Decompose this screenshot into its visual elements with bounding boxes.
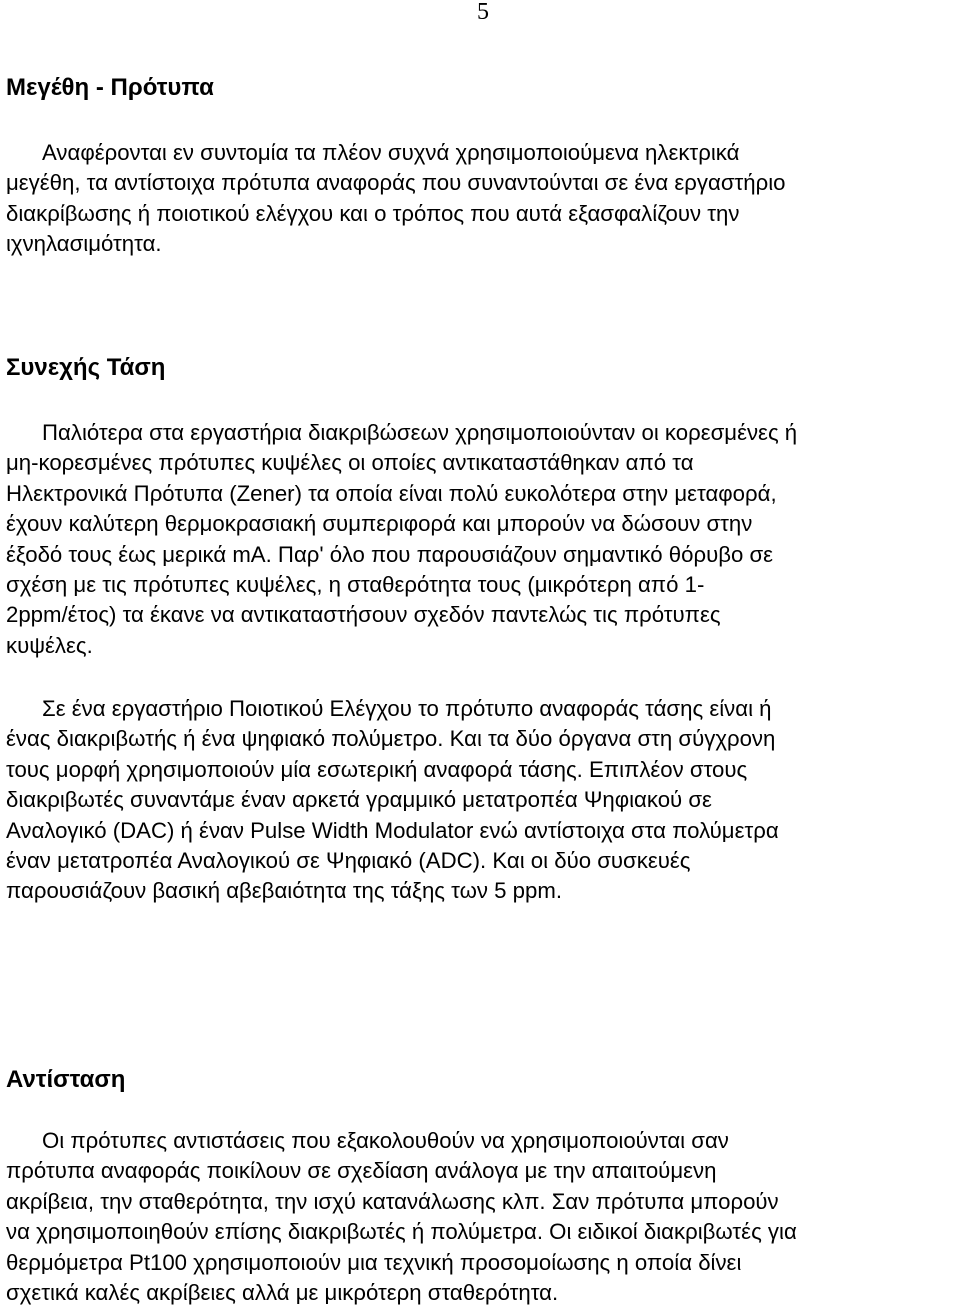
paragraph-line: μεγέθη, τα αντίστοιχα πρότυπα αναφοράς που συναντούνται σε ένα εργαστήριο [6,170,786,196]
paragraph-line: σχετικά καλές ακρίβειες αλλά με μικρότερη σταθερότητα. [6,1280,559,1306]
paragraph-line: Ηλεκτρονικά Πρότυπα (Zener) τα οποία είναι πολύ ευκολότερα στην μεταφορά, [6,480,777,506]
paragraph-line: ένας διακριβωτής ή ένα ψηφιακό πολύμετρο. Και τα δύο όργανα στη σύγχρονη [6,726,776,752]
paragraph-line: πρότυπα αναφοράς ποικίλουν σε σχεδίαση ανάλογα με την απαιτούμενη [6,1158,717,1184]
paragraph-line: θερμόμετρα Pt100 χρησιμοποιούν μια τεχνική προσομοίωσης η οποία δίνει [6,1249,742,1275]
paragraph-line: Αναφέρονται εν συντομία τα πλέον συχνά χρησιμοποιούμενα ηλεκτρικά [42,140,740,165]
section-heading-dc-voltage: Συνεχής Τάση [6,354,166,381]
section-heading-resistance: Αντίσταση [6,1066,126,1093]
paragraph [6,1126,960,1308]
paragraph-line: διακρίβωσης ή ποιοτικού ελέγχου και ο τρόπος που αυτά εξασφαλίζουν την [6,200,740,226]
paragraph-line: παρουσιάζουν βασική αβεβαιότητα της τάξης των 5 ppm. [6,878,563,904]
paragraph-line: έξοδό τους έως μερικά mA. Παρ' όλο που παρουσιάζουν σημαντικό θόρυβο σε [6,541,774,567]
paragraph-line: Αναλογικό (DAC) ή έναν Pulse Width Modulator ενώ αντίστοιχα στα πολύμετρα [6,817,779,843]
section-heading-sizes-standards: Μεγέθη - Πρότυπα [6,74,214,101]
paragraph-line: ακρίβεια, την σταθερότητα, την ισχύ κατανάλωσης κλπ. Σαν πρότυπα μπορούν [6,1188,779,1214]
paragraph-line: κυψέλες. [6,632,93,658]
paragraph [6,694,960,907]
paragraph-line: ιχνηλασιμότητα. [6,231,162,257]
paragraph-line: τους μορφή χρησιμοποιούν μία εσωτερική αναφορά τάσης. Επιπλέον στους [6,756,748,782]
paragraph-line: μη-κορεσμένες πρότυπες κυψέλες οι οποίες αντικαταστάθηκαν από τα [6,450,694,476]
paragraph-line: σχέση με τις πρότυπες κυψέλες, η σταθερότητα τους (μικρότερη από 1- [6,572,705,598]
paragraph [6,418,960,661]
paragraph [6,138,960,260]
paragraph-line: 2ppm/έτος) τα έκανε να αντικαταστήσουν σχεδόν παντελώς τις πρότυπες [6,602,721,628]
paragraph-line: να χρησιμοποιηθούν επίσης διακριβωτές ή πολύμετρα. Οι ειδικοί διακριβωτές για [6,1219,797,1245]
paragraph-line: Οι πρότυπες αντιστάσεις που εξακολουθούν να χρησιμοποιούνται σαν [42,1128,729,1153]
page-number: 5 [477,0,489,25]
paragraph-line: έχουν καλύτερη θερμοκρασιακή συμπεριφορά και μπορούν να δώσουν στην [6,511,753,537]
paragraph-line: Παλιότερα στα εργαστήρια διακριβώσεων χρησιμοποιούνταν οι κορεσμένες ή [42,420,798,445]
paragraph-line: έναν μετατροπέα Αναλογικού σε Ψηφιακό (ADC). Και οι δύο συσκευές [6,848,691,874]
paragraph-line: Σε ένα εργαστήριο Ποιοτικού Ελέγχου το πρότυπο αναφοράς τάσης είναι ή [42,696,772,721]
paragraph-line: διακριβωτές συναντάμε έναν αρκετά γραμμικό μετατροπέα Ψηφιακού σε [6,787,712,813]
